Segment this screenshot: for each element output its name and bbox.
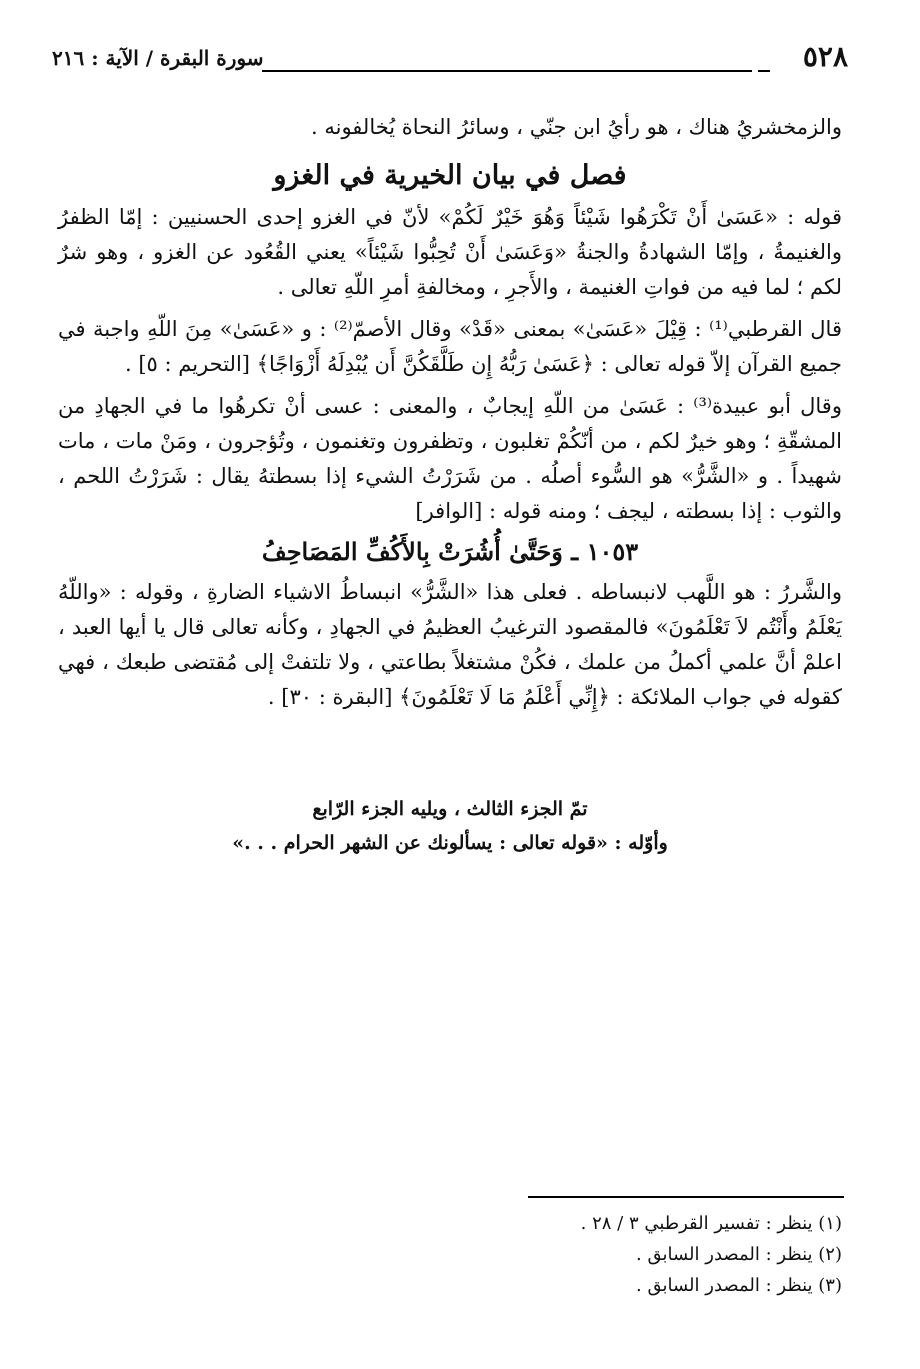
running-header xyxy=(52,40,848,76)
section-title: فصل في بيان الخيرية في الغزو xyxy=(273,160,627,191)
main-text xyxy=(58,110,842,715)
header-rule xyxy=(262,70,752,72)
paragraph-3: قال القرطبي⁽¹⁾ : قِيْلَ «عَسَىٰ» بمعنى «قَدْ» وقال الأصمّ⁽²⁾ : و «عَسَىٰ» مِنَ اللّهِ واجبة في جميع القرآن إلاّ قوله تعالى : ﴿عَسَىٰ رَبُّهُ إِن طَلَّقَكُنَّ أَن يُبْدِلَهُ أَزْوَاجًا﴾ [التحريم : ٥] . xyxy=(58,317,842,376)
footnote-1: (١) ينظر : تفسير القرطبي ٣ / ٢٨ . xyxy=(580,1213,842,1234)
volume-end-note xyxy=(58,792,842,860)
volume-end-line: تمّ الجزء الثالث ، ويليه الجزء الرّابع xyxy=(312,798,588,820)
header-rule-short xyxy=(758,70,770,72)
paragraph-2: قوله : «عَسَىٰ أَنْ تَكْرَهُوا شَيْئاً وَهُوَ خَيْرٌ لَكُمْ» لأنّ في الغزو إحدى الحسنيين : إمّا الظفرُ والغنيمةُ ، وإمّا الشهادةُ والجنةُ «وَعَسَىٰ أَنْ تُحِبُّوا شَيْئاً» يعني القُعُود عن الغزو ، وهو شرٌ لكم ؛ لما فيه من فواتِ الغنيمة ، والأَجرِ ، ومخالفةِ أمرِ اللّهِ تعالى . xyxy=(58,205,842,299)
page-number: ٥٢٨ xyxy=(802,40,848,73)
next-volume-start-line: وأوّله : «قوله تعالى : يسألونك عن الشهر الحرام . . .» xyxy=(232,832,668,854)
paragraph-1: والزمخشريُ هناك ، هو رأيُ ابن جنّي ، وسائرُ النحاة يُخالفونه . xyxy=(311,115,842,139)
surah-verse-reference: سورة البقرة / الآية : ٢١٦ xyxy=(52,46,264,70)
footnote-3: (٣) ينظر : المصدر السابق . xyxy=(636,1275,842,1296)
paragraph-5: والشَّررُ : هو اللَّهب لانبساطه . فعلى هذا «الشَّرُّ» انبساطُ الاشياء الضارةِ ، وقوله : «واللّهُ يَعْلَمُ وأَنْتُم لاَ تَعْلَمُونَ» فالمقصود الترغيبُ العظيمُ في الجهادِ ، وكأنه تعالى قال يا أيها العبد ، اعلمْ أنَّ علمي أكملُ من علمك ، فكُنْ مشتغلاً بطاعتي ، ولا تلتفتْ إلى مُقتضى طبعك ، فهي كقوله في جواب الملائكة : ﴿إِنِّي أَعْلَمُ مَا لَا تَعْلَمُونَ﴾ [البقرة : ٣٠] . xyxy=(58,580,842,709)
poetry-verse: ١٠٥٣ ـ وَحَتَّىٰ أُشُرَتْ بِالأَكُفِّ المَصَاحِفُ xyxy=(261,537,639,566)
footnote-rule xyxy=(528,1196,844,1198)
footnote-2: (٢) ينظر : المصدر السابق . xyxy=(636,1244,842,1265)
footnotes xyxy=(482,1208,842,1301)
paragraph-4: وقال أبو عبيدة⁽³⁾ : عَسَىٰ من اللّهِ إيجابٌ ، والمعنى : عسى أنْ تكرهُوا ما في الجهادِ من المشقّةِ ؛ وهو خيرٌ لكم ، من أنّكُمْ تغلبون ، وتظفرون وتغنمون ، وتُؤجرون ، ومَنْ مات ، مات شهيداً . و «الشَّرُّ» هو السُّوء أصلُه . من شَرَرْتُ الشيء إذا بسطتهُ يقال : شَرَرْتُ اللحم ، والثوب : إذا بسطته ، ليجف ؛ ومنه قوله : [الوافر] xyxy=(58,394,842,523)
